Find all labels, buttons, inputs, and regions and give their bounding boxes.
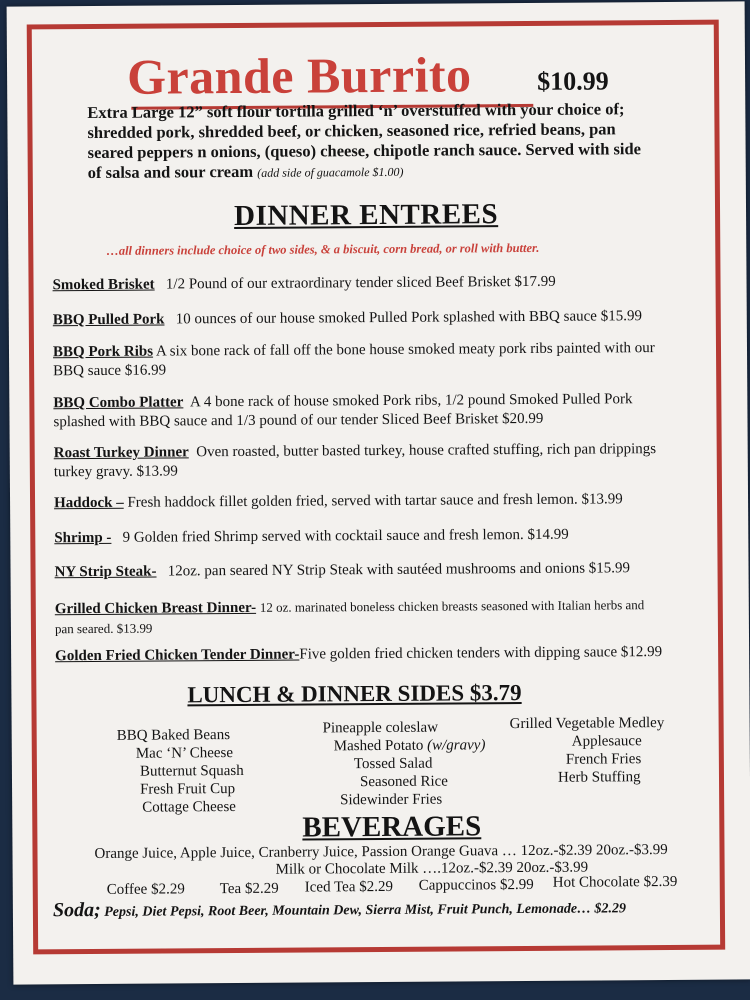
entree-item — [55, 595, 685, 639]
hot-drink-item: Hot Chocolate $2.39 — [552, 873, 678, 891]
side-item: Tossed Salad — [353, 755, 433, 773]
menu-page — [7, 1, 750, 984]
milk-line: Milk or Chocolate Milk ….12oz.-$2.39 20oz.-$3.99 — [275, 859, 589, 878]
guacamole-addon: (add side of guacamole $1.00) — [257, 164, 404, 180]
entree-name: Roast Turkey Dinner — [53, 444, 189, 462]
gravy-note: (w/gravy) — [427, 737, 486, 754]
hot-drink-item: Tea $2.29 — [219, 880, 279, 898]
side-item — [334, 737, 486, 755]
entree-name: Haddock – — [54, 494, 124, 512]
side-item: Pineapple coleslaw — [322, 719, 439, 737]
entree-desc: 12 oz. marinated boneless chicken breasts seasoned with Italian herbs and — [259, 597, 645, 615]
entree-desc: 1/2 Pound of our extraordinary tender sliced Beef Brisket $17.99 — [165, 273, 556, 293]
entree-desc: A six bone rack of fall off the bone house smoked meaty pork ribs painted with our BBQ sauce $16.99 — [53, 340, 655, 380]
side-item: Seasoned Rice — [359, 773, 448, 791]
entree-desc: Fresh haddock fillet golden fried, served with tartar sauce and fresh lemon. $13.99 — [127, 491, 623, 511]
side-item: Fresh Fruit Cup — [140, 781, 236, 798]
side-item: Sidewinder Fries — [340, 791, 443, 809]
dinner-note: …all dinners include choice of two sides, & a biscuit, corn bread, or roll with butter. — [106, 240, 540, 258]
burrito-description-text: Extra Large 12” soft flour tortilla grilled ‘n’ overstuffed with your choice of; shredded pork, shredded beef, or chicken, seasoned rice, refried beans, pan seared peppers n onions, (queso) cheese, chipotle ranch sauce. Served with side of salsa and sour cream — [87, 99, 642, 183]
entree-desc: Five golden fried chicken tenders with dipping sauce $12.99 — [299, 644, 663, 663]
entree-item — [53, 390, 683, 432]
hot-drink-item: Cappuccinos $2.99 — [418, 876, 534, 894]
soda-list: Pepsi, Diet Pepsi, Root Beer, Mountain Dew, Sierra Mist, Fruit Punch, Lemonade… $2.29 — [104, 901, 627, 920]
burrito-description — [87, 99, 648, 184]
entree-name: BBQ Combo Platter — [53, 394, 184, 412]
entree-name: BBQ Pork Ribs — [52, 343, 154, 361]
page-title: Grande Burrito — [126, 46, 472, 105]
entree-name: Shrimp - — [54, 529, 112, 547]
side-item: Butternut Squash — [139, 762, 244, 780]
entree-desc: Oven roasted, butter basted turkey, house crafted stuffing, rich pan drippings turkey gravy. $13.99 — [53, 441, 657, 481]
entree-item — [53, 339, 683, 381]
entree-name: Grilled Chicken Breast Dinner- — [54, 599, 257, 618]
juice-line: Orange Juice, Apple Juice, Cranberry Juice, Passion Orange Guava … 12oz.-$2.39 20oz.-$3.99 — [94, 841, 668, 862]
side-item: Herb Stuffing — [557, 769, 641, 786]
entree-name: Smoked Brisket — [52, 276, 155, 294]
beverages-heading: BEVERAGES — [302, 810, 482, 844]
entree-name: BBQ Pulled Pork — [52, 311, 165, 329]
side-item: BBQ Baked Beans — [116, 727, 231, 744]
entree-item — [54, 440, 684, 482]
sides-heading: LUNCH & DINNER SIDES $3.79 — [187, 680, 522, 708]
hot-drink-item: Coffee $2.29 — [106, 881, 185, 898]
entree-desc: 9 Golden fried Shrimp served with cocktail sauce and fresh lemon. $14.99 — [122, 526, 569, 546]
burrito-price: $10.99 — [537, 66, 609, 96]
entree-desc: A 4 bone rack of house smoked Pork ribs, 1/2 pound Smoked Pulled Pork splashed with BBQ sauce and 1/3 pound of our tender Sliced Beef Brisket $20.99 — [53, 391, 633, 431]
side-item-label: Mashed Potato — [333, 737, 424, 755]
soda-line — [53, 895, 626, 922]
side-item: French Fries — [565, 751, 642, 768]
dinner-entrees-heading: DINNER ENTREES — [233, 198, 499, 233]
entree-name: NY Strip Steak- — [54, 563, 157, 581]
entree-name: Golden Fried Chicken Tender Dinner- — [55, 646, 300, 665]
side-item: Grilled Vegetable Medley — [509, 715, 665, 733]
side-item: Applesauce — [571, 733, 642, 750]
entree-desc: 10 ounces of our house smoked Pulled Pork splashed with BBQ sauce $15.99 — [175, 308, 642, 328]
entree-desc-continued: pan seared. $13.99 — [54, 620, 153, 637]
entree-desc: 12oz. pan seared NY Strip Steak with sautéed mushrooms and onions $15.99 — [167, 560, 631, 580]
side-item: Cottage Cheese — [142, 799, 236, 816]
soda-label: Soda; — [52, 898, 101, 922]
side-item: Mac ‘N’ Cheese — [135, 745, 234, 762]
hot-drink-item: Iced Tea $2.29 — [304, 878, 394, 896]
